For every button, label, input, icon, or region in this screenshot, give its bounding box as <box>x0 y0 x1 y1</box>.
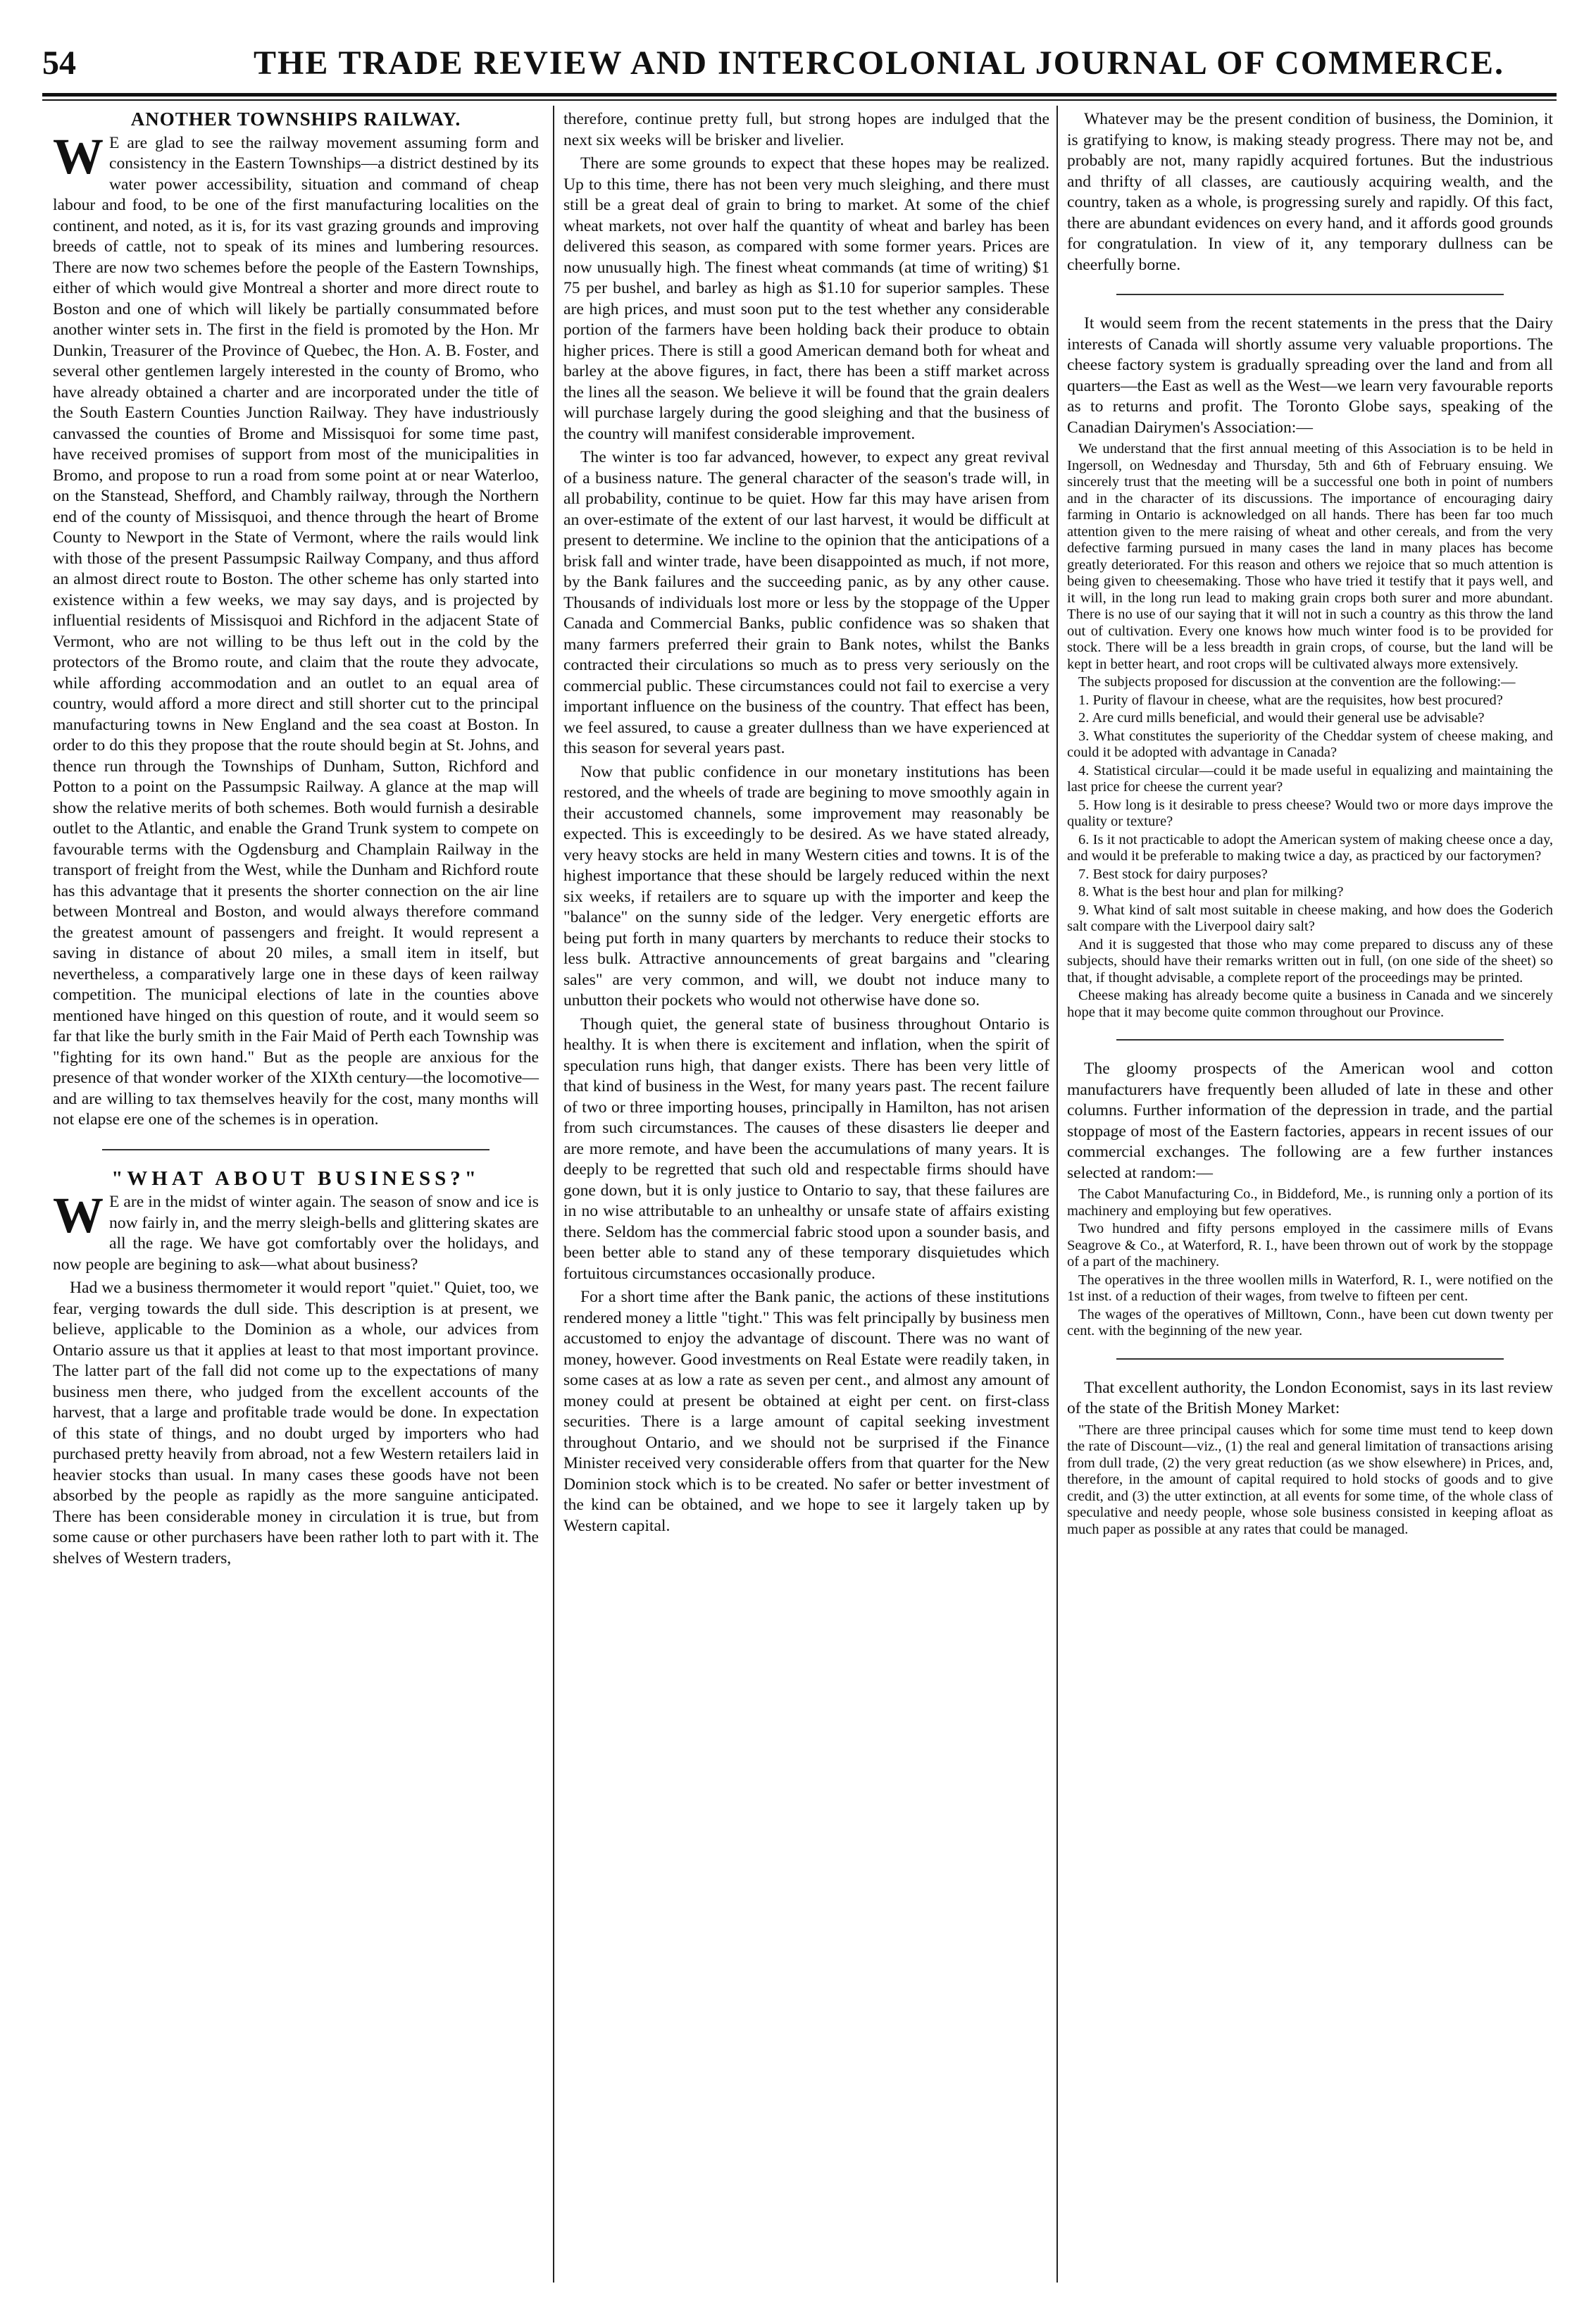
paragraph-text: E are glad to see the railway movement assuming form and consistency in the Eastern Townships—a district destined by its water power accessibility, situation and command of cheap labour and food, to be one of the first manufacturing localities on the continent, and noted, as it is, for its vast grazing grounds and improving breeds of cattle, not to speak of its mines and lumbering resources. There are now two schemes before the people of the Eastern Townships, either of which would give Montreal a shorter and more direct route to Boston and one of which will likely be partially consummated before another winter sets in. The first in the field is promoted by the Hon. Mr Dunkin, Treasurer of the Province of Quebec, the Hon. A. B. Foster, and several other gentlemen largely interested in the county of Bromo, who have already obtained a charter and are incorporated under the title of the South Eastern Counties Junction Railway. They have industriously canvassed the counties of Brome and Missisquoi for some time past, have received promises of support from most of the municipalities in Bromo, and propose to run a road from some point at or near Waterloo, on the Stanstead, Shefford, and Chambly railway, through the Northern end of the county of Missisquoi, and thence through the heart of Brome County to Newport in the State of Vermont, where the rails would link with those of the present Passumpsic Railway Company, and thus afford an almost direct route to Boston. The other scheme has only started into existence within a few weeks, we may say days, and is projected by influential residents of Missisquoi and Richford in the adjacent State of Vermont, who are not willing to be thus left out in the cold by the protectors of the Bromo route, and claim that the route they advocate, while affording accommodation and an outlet to an equal area of country, would afford a more direct and still shorter cut to the principal manufacturing towns in New England and the sea coast at Boston. In order to do this they propose that the route should begin at St. Johns, and thence run through the Townships of Dunham, Sutton, Richford and Potton to a point on the Passumpsic Railway. A glance at the map will show the relative merits of both schemes. Both would furnish a desirable outlet to the Atlantic, and enable the Grand Trunk system to compete on favourable terms with the Ogdensburg and Champlain Railway in the transport of freight from the West, while the Dunham and Richford route has this advantage that it presents the shorter connection on the air line between Montreal and Boston, and would always therefore command the greatest amount of passengers and freight. It would represent a saving in distance of about 20 miles, a small item in itself, but nevertheless, a comparatively large one in these days of keen railway competition. The municipal elections of late in the counties above mentioned have hinged on this question of route, and it would seem so far that like the burly smith in the Fair Maid of Perth each Township was "fighting for its own hand." But as the people are anxious for the presence of that wonder worker of the XIXth century—the locomotive—and are willing to tax themselves heavily for the cost, many months will not elapse ere one of the schemes is in operation. <box>53 133 539 1129</box>
page-header <box>42 44 1557 100</box>
list-item: 6. Is it not practicable to adopt the American system of making cheese once a day, and would it be preferable to making twice a day, as practiced by our factorymen? <box>1067 831 1553 864</box>
article-heading-townships-railway: ANOTHER TOWNSHIPS RAILWAY. <box>130 108 461 130</box>
article-paragraph: For a short time after the Bank panic, the actions of these institutions rendered money a little "tight." This was felt principally by business men accustomed to enjoy the advantage of discount. There was no want of money, however. Good investments on Real Estate were readily taken, in some cases at as low a rate as seven per cent., and almost any amount of money could at present be obtained at eight per cent. on first-class securities. There is a large amount of capital seeking investment throughout Ontario, and we should not be surprised if the Finance Minister received very considerable offers from that quarter for the New Dominion stock which is to be created. No safer or better investment of the kind can be obtained, and we hope to see it largely taken up by Western capital. <box>563 1288 1049 1535</box>
quoted-paragraph: The Cabot Manufacturing Co., in Biddeford, Me., is running only a portion of its machinery and employing but few operatives. <box>1067 1186 1553 1219</box>
article-paragraph <box>53 128 539 1131</box>
quoted-paragraph: "There are three principal causes which for some time must tend to keep down the rate of Discount—viz., (1) the real and general limitation of transactions arising from dull trade, (2) the very great reduction (as we show elsewhere) in Prices, and, therefore, in the amount of capital required to hold stocks of goods and to give credit, and (3) the utter extinction, at all events for some time, of the whole class of speculative and needy people, whose sole business consisted in keeping afloat as much paper as possible at any rates that could be managed. <box>1067 1422 1553 1537</box>
list-item: 9. What kind of salt most suitable in cheese making, and how does the Goderich salt compare with the Liverpool dairy salt? <box>1067 902 1553 934</box>
quoted-extract-economist <box>1067 1422 1553 1539</box>
header-rule-thin <box>42 99 1557 101</box>
header-rule-thick <box>42 93 1557 97</box>
article-paragraph: There are some grounds to expect that these hopes may be realized. Up to this time, there has not been very much sleighing, and there must still be a great deal of grain to bring to market. At some of the chief wheat markets, not over half the quantity of wheat and barley has been delivered this season, as compared with some former years. Prices are now unusually high. The finest wheat commands (at time of writing) $1 75 per bushel, and barley as high as $1.10 for superior samples. These are high prices, and must soon put to the test whether any considerable portion of the farmers have been holding back their produce to obtain higher prices. There is still a good American demand both for wheat and barley at the above figures, in fact, there has been a stiff market across the lines all the season. We believe it will be found that the grain dealers will purchase largely during the good sleighing and that the business of the country will manifest considerable improvement. <box>563 154 1049 443</box>
article-paragraph: Had we a business thermometer it would report "quiet." Quiet, too, we fear, verging towards the dull side. This description is at present, we believe, applicable to the Dominion as a whole, our advices from Ontario assure us that it applies at least to that most important province. The latter part of the fall did not come up to the expectations of many business men there, who judged from the excellent accounts of the harvest, that a large and profitable trade would be done. In expectation of this state of things, and no doubt urged by importers who had purchased pretty heavily from abroad, not a few Western retailers laid in heavier stocks than usual. In many cases these goods have not been absorbed by the people as rapidly as the more sanguine anticipated. There has been considerable money in circulation it is true, but from some cause or other purchasers have been rather loth to part with it. The shelves of Western traders, <box>53 1279 539 1567</box>
article-separator <box>1116 1039 1504 1041</box>
article-separator <box>1116 294 1504 295</box>
article-paragraph <box>53 1187 539 1275</box>
list-item: 1. Purity of flavour in cheese, what are the requisites, how best procured? <box>1078 692 1503 708</box>
drop-cap: W <box>53 128 104 185</box>
list-item: 7. Best stock for dairy purposes? <box>1078 866 1268 882</box>
column-1 <box>53 109 539 1572</box>
quoted-paragraph: Two hundred and fifty persons employed in the cassimere mills of Evans Seagrove & Co., at Waterford, R. I., have been thrown out of work by the stoppage of a part of the machinery. <box>1067 1221 1553 1269</box>
quoted-paragraph: The subjects proposed for discussion at the convention are the following:— <box>1078 674 1516 690</box>
list-item: 2. Are curd mills beneficial, and would their general use be advisable? <box>1078 710 1485 726</box>
quoted-extract-wool <box>1067 1186 1553 1340</box>
article-paragraph: The gloomy prospects of the American wool and cotton manufacturers have frequently been alluded of late in these and other columns. Further information of the depression in trade, and the partial stoppage of most of the Eastern factories, appears in recent issues of our commercial exchanges. The following are a few further instances selected at random:— <box>1067 1060 1553 1182</box>
list-item: 4. Statistical circular—could it be made useful in equalizing and maintaining the last price for cheese the current year? <box>1067 762 1553 795</box>
quoted-paragraph: The operatives in the three woollen mills in Waterford, R. I., were notified on the 1st inst. of a reduction of their wages, from twelve to fifteen per cent. <box>1067 1272 1553 1304</box>
article-separator <box>1116 1358 1504 1360</box>
article-paragraph: That excellent authority, the London Economist, says in its last review of the state of the British Money Market: <box>1067 1378 1553 1417</box>
list-item: 8. What is the best hour and plan for milking? <box>1078 884 1344 900</box>
quoted-paragraph: The wages of the operatives of Milltown, Conn., have been cut down twenty per cent. with the beginning of the new year. <box>1067 1306 1553 1339</box>
quoted-paragraph: Cheese making has already become quite a business in Canada and we sincerely hope that it may become quite common throughout our Province. <box>1067 988 1553 1020</box>
column-divider-1 <box>553 106 554 2283</box>
quoted-extract-dairy <box>1067 441 1553 1021</box>
journal-title: THE TRADE REVIEW AND INTERCOLONIAL JOURNAL OF COMMERCE. <box>254 44 1505 82</box>
column-3 <box>1067 109 1553 1539</box>
paragraph-text: E are in the midst of winter again. The season of snow and ice is now fairly in, and the merry sleigh-bells and glittering skates are all the rage. We have got comfortably over the holidays, and now people are begining to ask—what about business? <box>53 1193 539 1274</box>
drop-cap: W <box>53 1187 104 1243</box>
column-2 <box>563 109 1049 1539</box>
quoted-paragraph: We understand that the first annual meeting of this Association is to be held in Ingersoll, on Wednesday and Thursday, 5th and 6th of February ensuing. We sincerely trust that the meeting will be a successful one both in point of numbers and in the character of its discussions. The importance of encouraging dairy farming in Ontario is acknowledged on all hands. There has been far too much attention given to the mere raising of wheat and other cereals, and from the very defective farming pursued in many cases the land in many places has become greatly deteriorated. For this reason and others we rejoice that so much attention is being given to cheesemaking. Those who have tried it testify that it pays well, and it will, in the long run lead to making grain crops both surer and more abundant. There is no use of our saying that it will not in such a country as this throw the land out of cultivation. Every one knows how much winter food is to be provided for stock. There will be a less breadth in grain crops, of course, but the land will be kept in better heart, and root crops will be cultivated always more extensively. <box>1067 441 1553 672</box>
article-paragraph: Now that public confidence in our monetary institutions has been restored, and the wheels of trade are begining to move smoothly again in their accustomed channels, some improvement may reasonably be expected. This is exceedingly to be desired. As we have stated already, very heavy stocks are held in many Western cities and towns. It is of the highest importance that these should be largely reduced within the next six weeks, if retailers are to square up with the importer and keep the "balance" on the sunny side of the ledger. Very energetic efforts are being put forth in many quarters by merchants to reduce their stocks to less bulk. Attractive announcements of great bargains and "clearing sales" are very common, and will, we doubt not induce many to unbutton their pockets who would not otherwise have done so. <box>563 762 1049 1010</box>
article-paragraph: Though quiet, the general state of business throughout Ontario is healthy. It is when there is excitement and inflation, when the spirit of speculation runs high, that danger exists. There has been very little of that kind of business in the West, for many years past. The recent failure of two or three importing houses, principally in Hamilton, has not arisen from such circumstances. The causes of these disasters lie deeper and are more remote, and have been the accumulations of many years. It is deeply to be regretted that such old and respectable firms should have gone down, but it is only justice to Ontario to say, that these failures are in no wise attributable to an unhealthy or unsafe state of affairs existing there. Seldom has the commercial fabric stood upon a sounder basis, and been better able to stand any of these temporary disquietudes which fortuitous circumstances occasionally produce. <box>563 1014 1049 1283</box>
article-paragraph: therefore, continue pretty full, but strong hopes are indulged that the next six weeks will be brisker and livelier. <box>563 110 1049 149</box>
column-divider-2 <box>1056 106 1058 2283</box>
article-separator <box>102 1149 490 1150</box>
list-item: 3. What constitutes the superiority of the Cheddar system of cheese making, and could it be adopted with advantage in Canada? <box>1067 728 1553 760</box>
article-paragraph: It would seem from the recent statements in the press that the Dairy interests of Canada will shortly assume very valuable proportions. The cheese factory system is gradually spreading over the land and from all quarters—the East as well as the West—we learn very favourable reports as to returns and profit. The Toronto Globe says, speaking of the Canadian Dairymen's Association:— <box>1067 314 1553 437</box>
quoted-paragraph: And it is suggested that those who may come prepared to discuss any of these subjects, should have their remarks written out in full, (on one side of the sheet) so that, if thought advisable, a complete report of the proceedings may be printed. <box>1067 936 1553 986</box>
article-paragraph: Whatever may be the present condition of business, the Dominion, it is gratifying to know, is making steady progress. There may not be, and probably are not, many rapidly acquired fortunes. But the industrious and thrifty of all classes, are cautiously acquiring wealth, and the country, taken as a whole, is progressing surely and rapidly. Of this fact, there are abundant evidences on every hand, and it affords good grounds for congratulation. In view of it, any temporary dullness can be cheerfully borne. <box>1067 110 1553 274</box>
page-number: 54 <box>42 44 76 82</box>
article-heading-business: "WHAT ABOUT BUSINESS?" <box>111 1167 480 1190</box>
list-item: 5. How long is it desirable to press cheese? Would two or more days improve the quality or texture? <box>1067 797 1553 829</box>
article-paragraph: The winter is too far advanced, however, to expect any great revival of a business nature. The general character of the season's trade will, in all probability, continue to be quiet. How far this may have arisen from an over-estimate of the extent of our last harvest, it would be difficult at present to determine. We incline to the opinion that the anticipations of a brisk fall and winter trade, have been disappointed as much, if not more, by the Bank failures and the succeeding panic, as by any other cause. Thousands of individuals lost more or less by the stoppage of the Upper Canada and Commercial Banks, public confidence was so shaken that many farmers preferred their grain to Bank notes, whilst the Banks contracted their circulations so much as to press very seriously on the commercial public. These circumstances could not fail to exercise a very important influence on the business of the country. That effect has been, we feel assured, to cause a greater dullness than we have experienced at this season for several years past. <box>563 448 1049 757</box>
